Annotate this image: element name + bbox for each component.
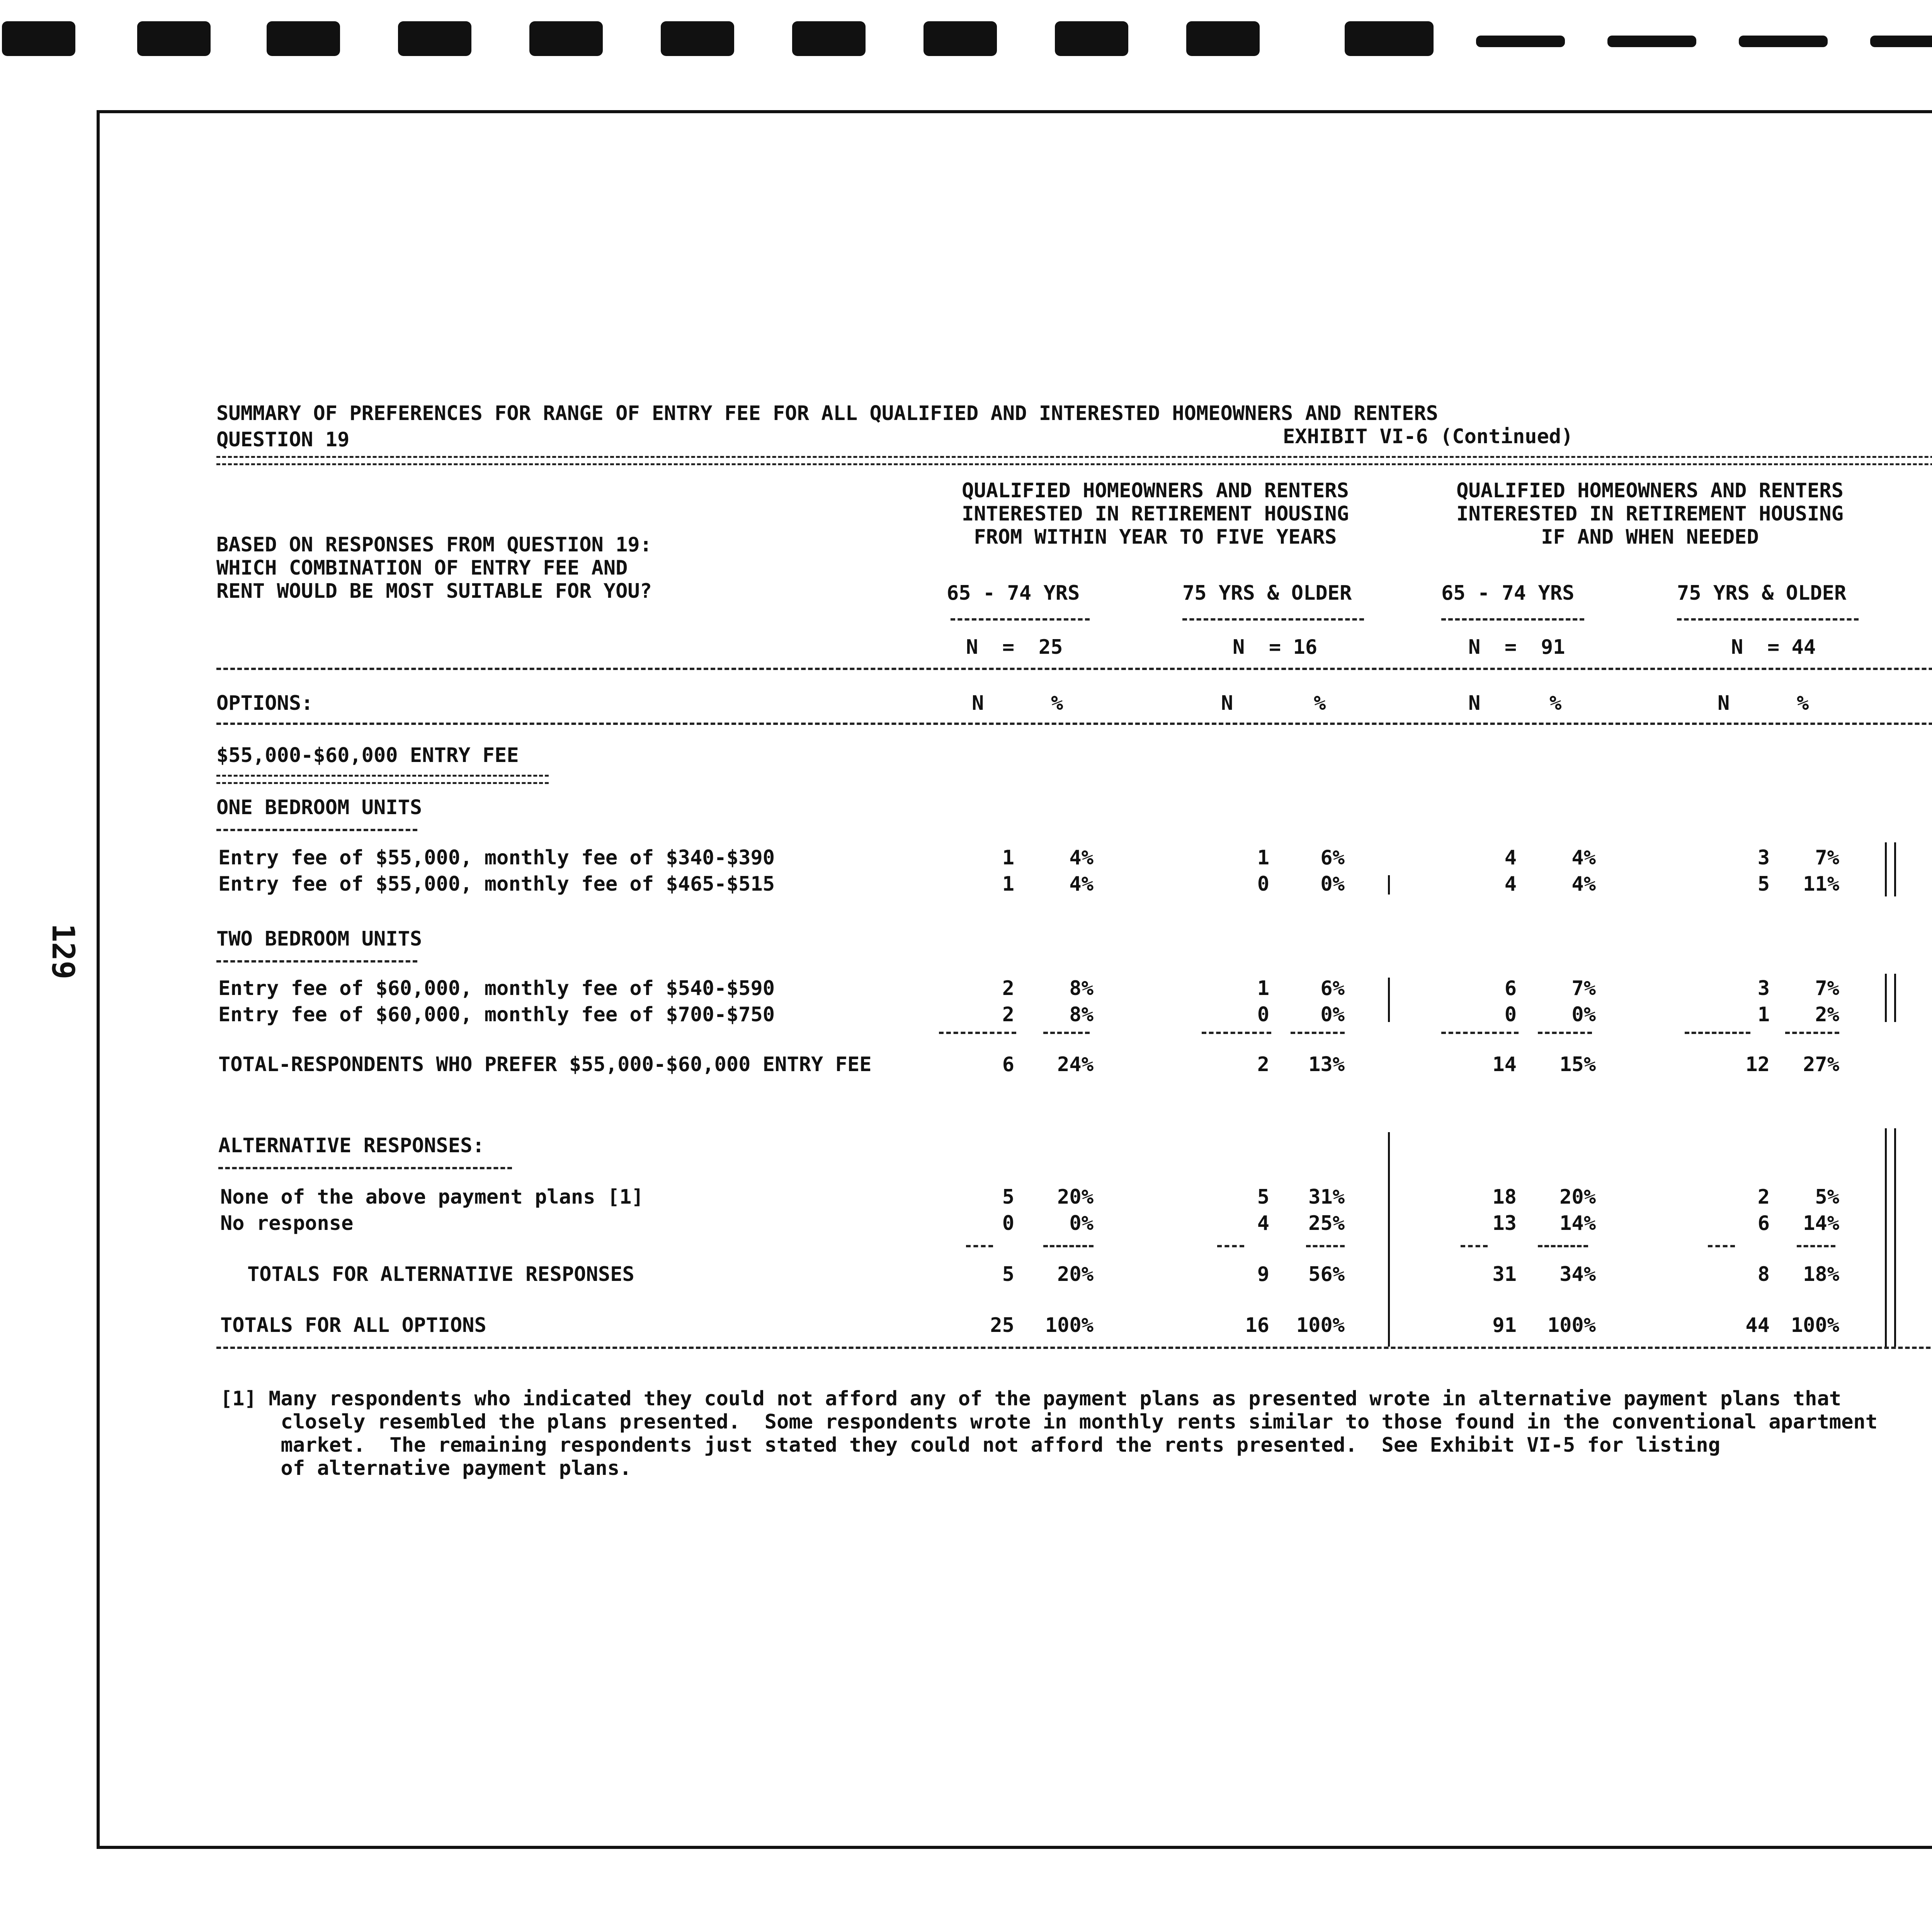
cell: 0% bbox=[1571, 1003, 1596, 1026]
subtotal-rule bbox=[939, 1032, 1016, 1034]
alternative-responses-label: ALTERNATIVE RESPONSES: bbox=[218, 1134, 485, 1157]
cell: 4% bbox=[1571, 846, 1596, 869]
cell: 8% bbox=[1069, 977, 1094, 1000]
binder-dash-1 bbox=[1476, 36, 1565, 47]
subtotal-rule bbox=[1685, 1032, 1750, 1034]
cell: 13 bbox=[1492, 1212, 1517, 1235]
group2-line2: INTERESTED IN RETIREMENT HOUSING bbox=[1456, 502, 1844, 526]
footnote-line1: [1] Many respondents who indicated they could not afford any of the payment plans as presented wrote in alternative payment plans that bbox=[220, 1387, 1842, 1410]
cell: 7% bbox=[1815, 977, 1839, 1000]
table-row bbox=[0, 1003, 1932, 1026]
cell: 4% bbox=[1571, 872, 1596, 896]
cell: 20% bbox=[1057, 1185, 1094, 1209]
table-row bbox=[0, 1185, 1932, 1209]
cell: 0% bbox=[1320, 1003, 1345, 1026]
row-label: TOTAL-RESPONDENTS WHO PREFER $55,000-$60,000 ENTRY FEE bbox=[218, 1053, 872, 1076]
column-separator bbox=[1885, 974, 1887, 1022]
footnote-line2: closely resembled the plans presented. Some respondents wrote in monthly rents similar to those found in the conventional apartment bbox=[220, 1410, 1878, 1434]
subtotal-rule bbox=[1708, 1245, 1735, 1247]
one-bedroom-rule bbox=[216, 829, 417, 831]
binder-dash-4 bbox=[1870, 36, 1932, 47]
age-header-4: 75 YRS & OLDER bbox=[1677, 582, 1847, 605]
cell: 5 bbox=[1257, 1185, 1269, 1209]
group-header-2 bbox=[1430, 479, 1870, 549]
cell: 4 bbox=[1504, 846, 1517, 869]
binder-dash-2 bbox=[1607, 36, 1696, 47]
cell: 4 bbox=[1257, 1212, 1269, 1235]
binder-hole-5 bbox=[529, 21, 603, 56]
cell: 4 bbox=[1504, 872, 1517, 896]
column-separator bbox=[1885, 1128, 1887, 1347]
cell: 6% bbox=[1320, 846, 1345, 869]
footnote-line4: of alternative payment plans. bbox=[220, 1457, 632, 1480]
cell: 4% bbox=[1069, 872, 1094, 896]
cell: 6 bbox=[1757, 1212, 1770, 1235]
cell: 1 bbox=[1002, 846, 1014, 869]
cell: 1 bbox=[1257, 846, 1269, 869]
cell: 25 bbox=[990, 1314, 1014, 1337]
cell: 100% bbox=[1547, 1314, 1596, 1337]
cell: 25% bbox=[1308, 1212, 1345, 1235]
row-label: Entry fee of $60,000, monthly fee of $540-$590 bbox=[218, 977, 775, 1000]
cell: 18 bbox=[1492, 1185, 1517, 1209]
cell: 0 bbox=[1257, 1003, 1269, 1026]
binder-dash-3 bbox=[1739, 36, 1828, 47]
column-separator bbox=[1388, 1132, 1390, 1347]
page-number: 129 bbox=[45, 923, 81, 980]
cell: 34% bbox=[1560, 1263, 1596, 1286]
question-label: QUESTION 19 bbox=[216, 428, 350, 451]
cell: 31% bbox=[1308, 1185, 1345, 1209]
cell: 44 bbox=[1745, 1314, 1770, 1337]
n-count-4: N = 44 bbox=[1731, 636, 1816, 659]
cell: 1 bbox=[1002, 872, 1014, 896]
cell: 2 bbox=[1257, 1053, 1269, 1076]
subtotal-rule bbox=[1217, 1245, 1244, 1247]
cell: 6 bbox=[1002, 1053, 1014, 1076]
binder-hole-1 bbox=[2, 21, 75, 56]
row-label: Entry fee of $55,000, monthly fee of $340-$390 bbox=[218, 846, 775, 869]
cell: 18% bbox=[1803, 1263, 1839, 1286]
cell: 15% bbox=[1560, 1053, 1596, 1076]
cell: 100% bbox=[1045, 1314, 1094, 1337]
binder-hole-4 bbox=[398, 21, 471, 56]
cell: 24% bbox=[1057, 1053, 1094, 1076]
cell: 6 bbox=[1504, 977, 1517, 1000]
subtotal-rule bbox=[1797, 1245, 1835, 1247]
two-bedroom-rule bbox=[216, 960, 417, 963]
binder-hole-3 bbox=[267, 21, 340, 56]
cell: 7% bbox=[1815, 846, 1839, 869]
col-n-4: N bbox=[1718, 692, 1730, 715]
one-bedroom-label: ONE BEDROOM UNITS bbox=[216, 796, 422, 819]
footnote-line3: market. The remaining respondents just stated they could not afford the rents presented. See Exhibit VI-5 for listing bbox=[220, 1434, 1721, 1457]
age-underline-4 bbox=[1677, 618, 1859, 621]
cell: 2 bbox=[1757, 1185, 1770, 1209]
n-count-1: N = 25 bbox=[966, 636, 1063, 659]
binder-hole-6 bbox=[661, 21, 734, 56]
question-header-line1: BASED ON RESPONSES FROM QUESTION 19: bbox=[216, 533, 652, 556]
col-pct-1: % bbox=[1051, 692, 1063, 715]
binder-hole-8 bbox=[923, 21, 997, 56]
subtotal-rule bbox=[1461, 1245, 1488, 1247]
col-n-3: N bbox=[1468, 692, 1481, 715]
table-title: SUMMARY OF PREFERENCES FOR RANGE OF ENTRY FEE FOR ALL QUALIFIED AND INTERESTED HOMEOWNERS AND RENTERS bbox=[216, 402, 1438, 425]
n-count-2: N = 16 bbox=[1233, 636, 1318, 659]
age-header-2: 75 YRS & OLDER bbox=[1182, 582, 1352, 605]
row-label: TOTALS FOR ALTERNATIVE RESPONSES bbox=[247, 1263, 634, 1286]
question-header-line3: RENT WOULD BE MOST SUITABLE FOR YOU? bbox=[216, 580, 652, 603]
cell: 6% bbox=[1320, 977, 1345, 1000]
cell: 8 bbox=[1757, 1263, 1770, 1286]
subtotal-rule bbox=[966, 1245, 993, 1247]
col-n-1: N bbox=[972, 692, 984, 715]
cell: 1 bbox=[1757, 1003, 1770, 1026]
table-row bbox=[0, 872, 1932, 896]
table-row bbox=[0, 1263, 1932, 1286]
subtotal-rule bbox=[1043, 1032, 1090, 1034]
column-separator bbox=[1894, 842, 1896, 896]
cell: 31 bbox=[1492, 1263, 1517, 1286]
cell: 0 bbox=[1257, 872, 1269, 896]
cell: 4% bbox=[1069, 846, 1094, 869]
group-header-1 bbox=[935, 479, 1376, 549]
section-double-rule bbox=[216, 775, 549, 784]
group1-line1: QUALIFIED HOMEOWNERS AND RENTERS bbox=[962, 479, 1349, 502]
table-row bbox=[0, 1314, 1932, 1337]
subtotal-rule bbox=[1291, 1032, 1345, 1034]
cell: 2 bbox=[1002, 977, 1014, 1000]
alternative-responses-rule bbox=[218, 1167, 512, 1169]
group2-line3: IF AND WHEN NEEDED bbox=[1541, 526, 1759, 549]
two-bedroom-label: TWO BEDROOM UNITS bbox=[216, 927, 422, 951]
cell: 0 bbox=[1002, 1212, 1014, 1235]
binder-hole-10 bbox=[1186, 21, 1260, 56]
cell: 100% bbox=[1296, 1314, 1345, 1337]
section-entry-fee: $55,000-$60,000 ENTRY FEE bbox=[216, 744, 519, 767]
cell: 3 bbox=[1757, 846, 1770, 869]
rule-2 bbox=[216, 723, 1932, 725]
rule-1 bbox=[216, 668, 1932, 670]
cell: 12 bbox=[1745, 1053, 1770, 1076]
cell: 0% bbox=[1069, 1212, 1094, 1235]
question-header-line2: WHICH COMBINATION OF ENTRY FEE AND bbox=[216, 556, 628, 580]
binder-hole-7 bbox=[792, 21, 866, 56]
age-underline-1 bbox=[951, 618, 1090, 621]
group1-line3: FROM WITHIN YEAR TO FIVE YEARS bbox=[974, 526, 1337, 549]
cell: 11% bbox=[1803, 872, 1839, 896]
table-row bbox=[0, 846, 1932, 869]
header-double-rule bbox=[216, 456, 1932, 465]
subtotal-rule bbox=[1306, 1245, 1345, 1247]
row-label: Entry fee of $55,000, monthly fee of $465-$515 bbox=[218, 872, 775, 896]
cell: 0 bbox=[1504, 1003, 1517, 1026]
subtotal-rule bbox=[1538, 1245, 1588, 1247]
cell: 2% bbox=[1815, 1003, 1839, 1026]
subtotal-rule bbox=[1441, 1032, 1519, 1034]
cell: 5% bbox=[1815, 1185, 1839, 1209]
subtotal-rule bbox=[1538, 1032, 1592, 1034]
cell: 14 bbox=[1492, 1053, 1517, 1076]
question-header bbox=[216, 533, 652, 603]
table-row bbox=[0, 1053, 1932, 1076]
subtotal-rule bbox=[1043, 1245, 1094, 1247]
cell: 20% bbox=[1057, 1263, 1094, 1286]
column-separator bbox=[1388, 875, 1390, 895]
cell: 27% bbox=[1803, 1053, 1839, 1076]
col-pct-4: % bbox=[1797, 692, 1809, 715]
column-separator bbox=[1894, 974, 1896, 1022]
cell: 5 bbox=[1002, 1263, 1014, 1286]
age-header-1: 65 - 74 YRS bbox=[947, 582, 1080, 605]
cell: 2 bbox=[1002, 1003, 1014, 1026]
row-label: None of the above payment plans [1] bbox=[220, 1185, 644, 1209]
table-row bbox=[0, 977, 1932, 1000]
cell: 14% bbox=[1560, 1212, 1596, 1235]
cell: 5 bbox=[1757, 872, 1770, 896]
row-label: No response bbox=[220, 1212, 354, 1235]
column-separator bbox=[1388, 978, 1390, 1022]
cell: 56% bbox=[1308, 1263, 1345, 1286]
cell: 0% bbox=[1320, 872, 1345, 896]
cell: 13% bbox=[1308, 1053, 1345, 1076]
cell: 5 bbox=[1002, 1185, 1014, 1209]
row-label: Entry fee of $60,000, monthly fee of $700-$750 bbox=[218, 1003, 775, 1026]
column-separator bbox=[1885, 842, 1887, 896]
row-label: TOTALS FOR ALL OPTIONS bbox=[220, 1314, 486, 1337]
binder-hole-2 bbox=[137, 21, 211, 56]
cell: 100% bbox=[1791, 1314, 1839, 1337]
bottom-rule bbox=[216, 1347, 1932, 1349]
column-separator bbox=[1894, 1128, 1896, 1347]
age-underline-2 bbox=[1182, 618, 1364, 621]
cell: 91 bbox=[1492, 1314, 1517, 1337]
col-pct-2: % bbox=[1314, 692, 1326, 715]
n-count-3: N = 91 bbox=[1468, 636, 1565, 659]
age-header-3: 65 - 74 YRS bbox=[1441, 582, 1575, 605]
col-n-2: N bbox=[1221, 692, 1233, 715]
table-row bbox=[0, 1212, 1932, 1235]
col-pct-3: % bbox=[1549, 692, 1562, 715]
group1-line2: INTERESTED IN RETIREMENT HOUSING bbox=[962, 502, 1349, 526]
cell: 9 bbox=[1257, 1263, 1269, 1286]
footnote bbox=[220, 1387, 1878, 1480]
group2-line1: QUALIFIED HOMEOWNERS AND RENTERS bbox=[1456, 479, 1844, 502]
subtotal-rule bbox=[1202, 1032, 1271, 1034]
cell: 3 bbox=[1757, 977, 1770, 1000]
options-label: OPTIONS: bbox=[216, 692, 313, 715]
binder-hole-11 bbox=[1345, 21, 1434, 56]
exhibit-label: EXHIBIT VI-6 (Continued) bbox=[1283, 425, 1573, 448]
cell: 1 bbox=[1257, 977, 1269, 1000]
cell: 14% bbox=[1803, 1212, 1839, 1235]
age-underline-3 bbox=[1441, 618, 1584, 621]
cell: 16 bbox=[1245, 1314, 1269, 1337]
cell: 7% bbox=[1571, 977, 1596, 1000]
binder-hole-9 bbox=[1055, 21, 1128, 56]
subtotal-rule bbox=[1785, 1032, 1839, 1034]
cell: 8% bbox=[1069, 1003, 1094, 1026]
cell: 20% bbox=[1560, 1185, 1596, 1209]
